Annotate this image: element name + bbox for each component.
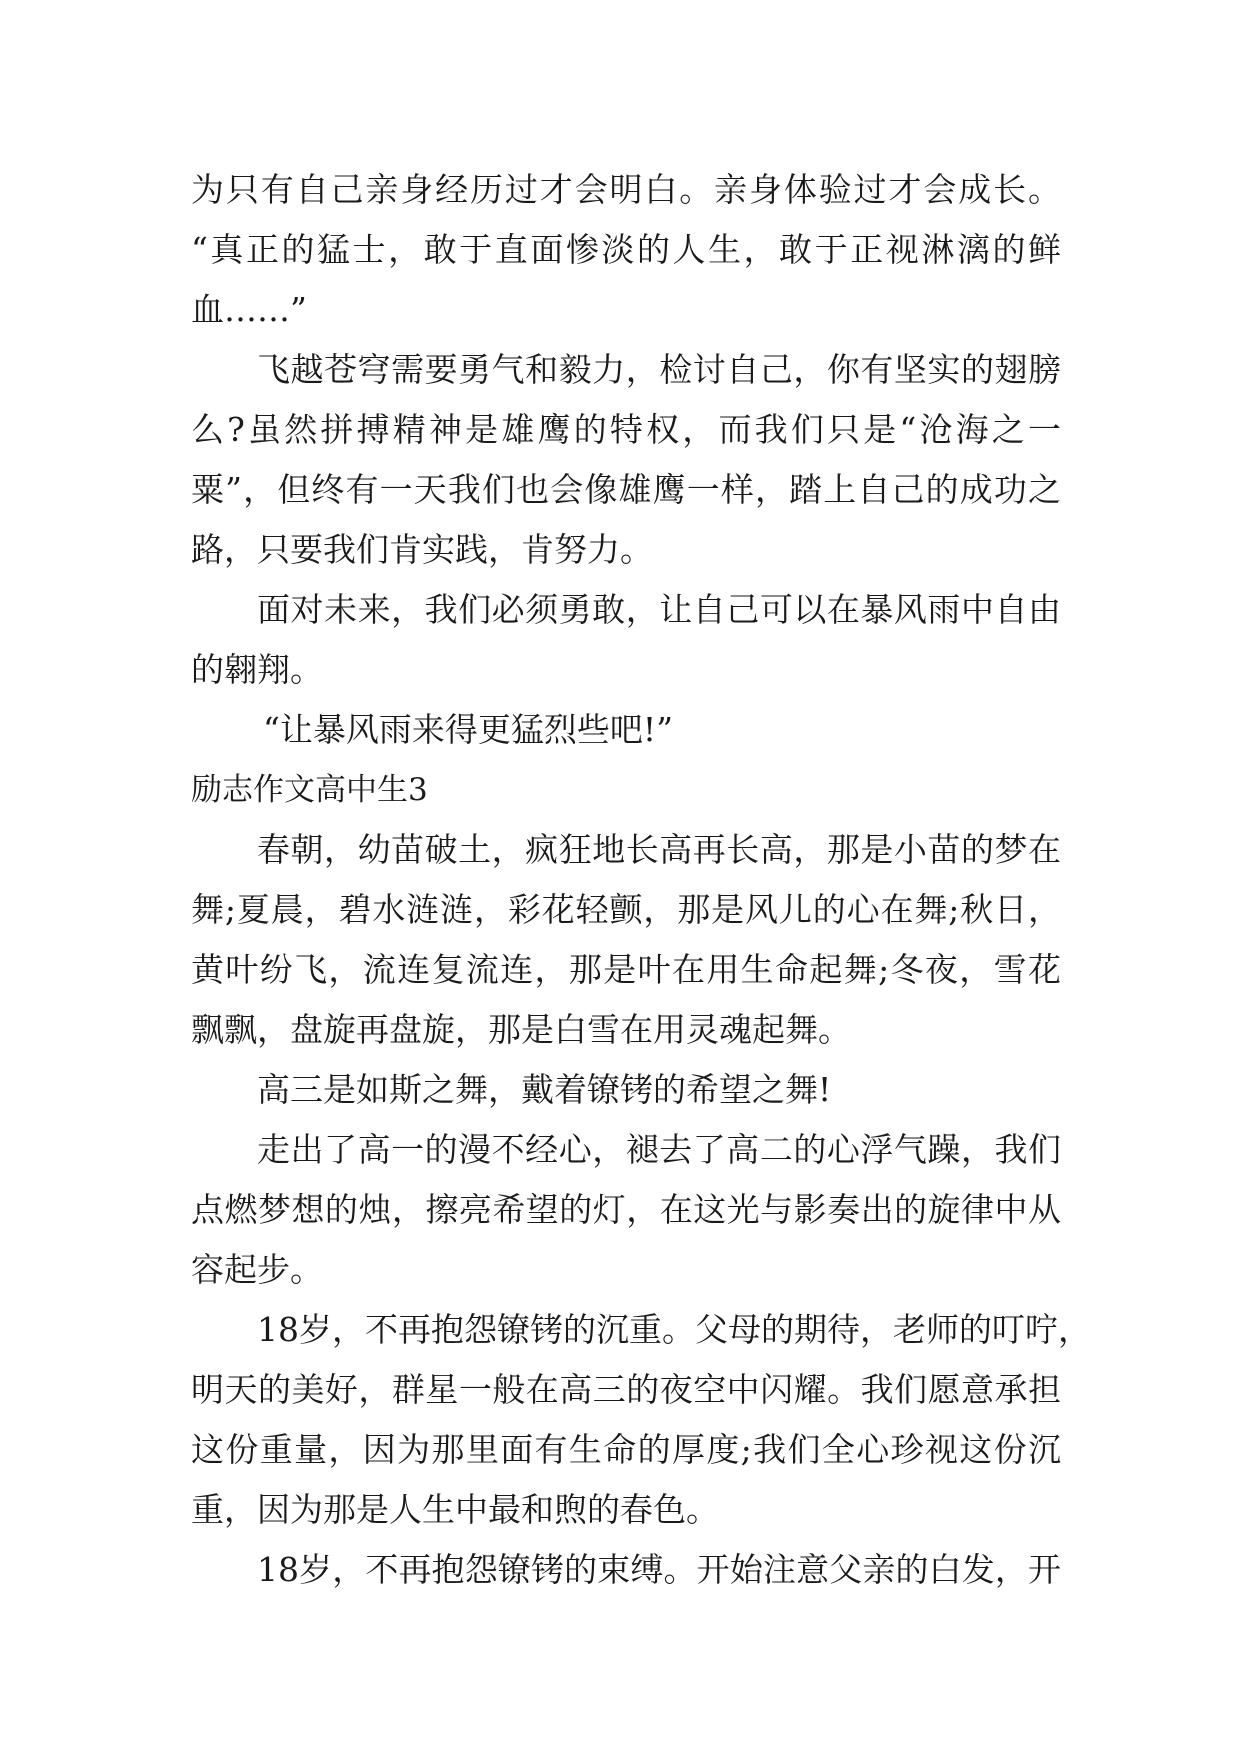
paragraph-line: 容起步。 [191, 1250, 323, 1289]
quote-line: “让暴风雨来得更猛烈些吧!” [263, 710, 674, 749]
paragraph-line: 点燃梦想的烛，擦亮希望的灯，在这光与影奏出的旋律中从 [191, 1190, 1061, 1229]
paragraph-line: 18岁，不再抱怨镣铐的束缚。开始注意父亲的白发，开 [257, 1550, 1061, 1589]
paragraph-line: 18岁，不再抱怨镣铐的沉重。父母的期待，老师的叮咛， [257, 1310, 1091, 1349]
paragraph-line: 重，因为那是人生中最和煦的春色。 [191, 1490, 719, 1529]
paragraph-line: 面对未来，我们必须勇敢，让自己可以在暴风雨中自由 [257, 590, 1061, 629]
paragraph-line: 为只有自己亲身经历过才会明白。亲身体验过才会成长。 [191, 170, 1061, 209]
paragraph-line: 舞;夏晨，碧水涟涟，彩花轻颤，那是风儿的心在舞;秋日， [191, 890, 1061, 929]
paragraph-line: 黄叶纷飞，流连复流连，那是叶在用生命起舞;冬夜，雪花 [191, 950, 1061, 989]
paragraph-line: 的翱翔。 [191, 650, 323, 689]
essay-body [191, 160, 1091, 1600]
quote-line: 血……” [191, 290, 307, 329]
paragraph-line: 路，只要我们肯实践，肯努力。 [191, 530, 653, 569]
paragraph-line: 飞越苍穹需要勇气和毅力，检讨自己，你有坚实的翅膀 [257, 350, 1061, 389]
quote-line: “真正的猛士，敢于直面惨淡的人生，敢于正视淋漓的鲜 [191, 230, 1061, 269]
paragraph-line: 高三是如斯之舞，戴着镣铐的希望之舞! [257, 1070, 832, 1109]
paragraph-line: 粟”，但终有一天我们也会像雄鹰一样，踏上自己的成功之 [191, 470, 1061, 509]
paragraph-line: 春朝，幼苗破土，疯狂地长高再长高，那是小苗的梦在 [257, 830, 1061, 869]
paragraph-line: 么?虽然拼搏精神是雄鹰的特权，而我们只是“沧海之一 [191, 410, 1061, 449]
paragraph-line: 明天的美好，群星一般在高三的夜空中闪耀。我们愿意承担 [191, 1370, 1061, 1409]
paragraph-line: 这份重量，因为那里面有生命的厚度;我们全心珍视这份沉 [191, 1430, 1061, 1469]
paragraph-line: 走出了高一的漫不经心，褪去了高二的心浮气躁，我们 [257, 1130, 1061, 1169]
section-heading: 励志作文高中生3 [191, 772, 428, 808]
paragraph-line: 飘飘，盘旋再盘旋，那是白雪在用灵魂起舞。 [191, 1010, 851, 1049]
